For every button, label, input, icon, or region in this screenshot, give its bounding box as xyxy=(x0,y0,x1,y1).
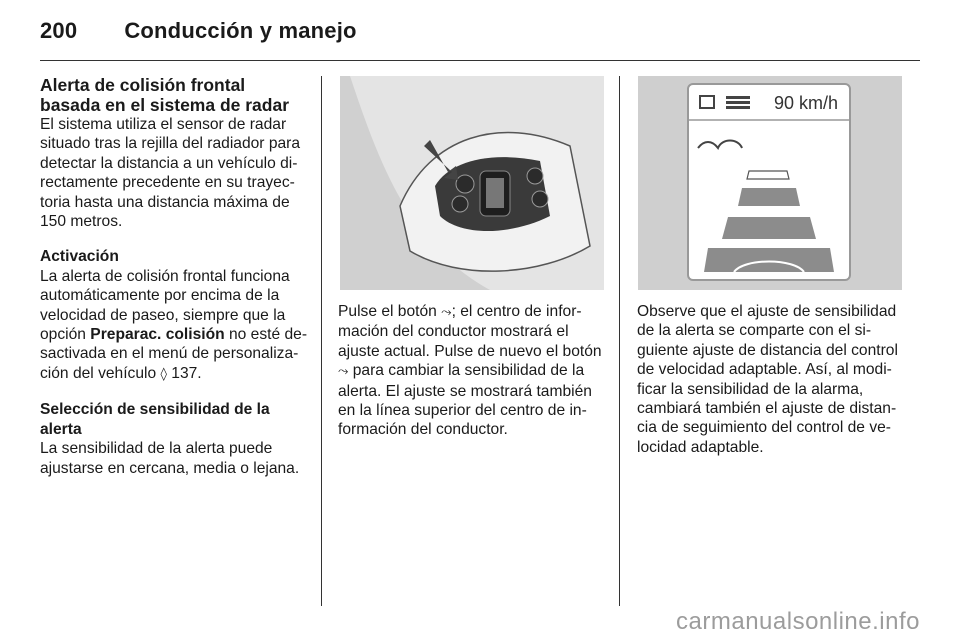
activation-page-ref[interactable]: 137. xyxy=(171,364,202,382)
section-title: Conducción y manejo xyxy=(124,18,357,43)
page-header xyxy=(40,18,357,44)
activation-option: Preparac. colisión xyxy=(90,326,225,344)
header-rule xyxy=(40,60,920,61)
column-2 xyxy=(338,302,604,440)
activation-heading: Activación xyxy=(40,248,119,266)
speed-readout: 90 km/h xyxy=(774,93,839,113)
column-divider-2 xyxy=(619,76,620,606)
column-divider-1 xyxy=(321,76,322,606)
section-heading: Alerta de colisión frontal basada en el sistema de radar xyxy=(40,75,290,115)
column-1 xyxy=(40,76,308,478)
button-paragraph xyxy=(338,302,604,440)
intro-paragraph: El sistema utiliza el sensor de radar situado tras la rejilla del radiador para detectar la distancia a un vehículo directamente precedente en su trayectoria hasta una distancia máxima de 150 metros. xyxy=(40,116,301,231)
activation-text-1: La alerta de colisión frontal funciona automáticamente por encima de la velocidad de paseo, siempre que la opción xyxy=(40,267,290,344)
collision-alert-button-icon: ⤳ xyxy=(441,305,452,320)
shared-setting-paragraph: Observe que el ajuste de sensibilidad de la alerta se comparte con el siguiente ajuste de distancia del control de velocidad adaptable. Así, al modificar la sensibilidad de la alarma, cambiará también el ajuste de distancia de seguimiento del control de velocidad adaptable. xyxy=(637,303,898,456)
activation-paragraph xyxy=(40,267,308,384)
sensitivity-heading: Selección de sensibilidad de la alerta xyxy=(40,401,270,438)
column-3 xyxy=(637,302,903,457)
driver-info-display-illustration xyxy=(638,76,902,290)
button-text-1: Pulse el botón xyxy=(338,303,442,320)
steering-wheel-illustration xyxy=(340,76,604,290)
button-text-3: para cambiar la sensibilidad de la alerta. El ajuste se mostrará también en la línea superior del centro de información del conductor. xyxy=(338,362,592,439)
page-number: 200 xyxy=(40,18,78,43)
button-text-2: ; el centro de información del conductor mostrará el ajuste actual. Pulse de nuevo el botón xyxy=(338,303,602,360)
watermark: carmanualsonline.info xyxy=(676,608,920,635)
sensitivity-paragraph: La sensibilidad de la alerta puede ajustarse en cercana, media o lejana. xyxy=(40,440,300,477)
arrow-reference-icon: ◊ xyxy=(160,366,167,382)
activation-text-2: no esté desactivada en el menú de personalización del vehículo xyxy=(40,326,308,382)
collision-alert-button-icon: ⤳ xyxy=(338,364,349,380)
